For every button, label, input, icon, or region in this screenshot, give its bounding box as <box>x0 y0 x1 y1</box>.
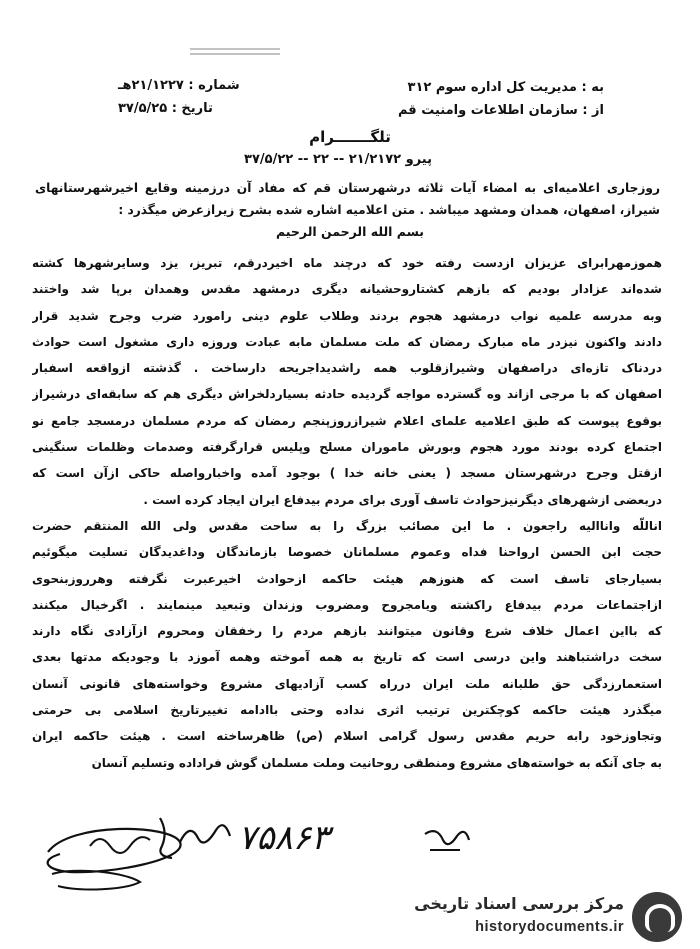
body-line: دادند واکنون نیزدر ماه مبارک رمضان که ملت مسلمان مابه عبادت وروزه داری مشغول است حوادث <box>32 334 662 349</box>
intro-paragraph: روزجاری اعلامیه‌ای به امضاء آیات ثلاثه درشهرستان قم که مفاد آن درزمینه وقایع اخیرشهرستانهای شیراز، اصفهان، همدان ومشهد میباشد . متن اعلامیه اشاره شده بشرح زیرازعرض میگذرد : <box>35 181 660 217</box>
basmala-heading: بسم الله الرحمن الرحیم <box>276 224 424 239</box>
watermark-title: مرکز بررسی اسناد تاریخی <box>414 894 624 913</box>
body-line: به جای آنکه به خواسته‌های مشروع ومنطقی روحانیت وملت مسلمان گوش فراداده وتسلیم آنسان <box>91 755 662 770</box>
document-center-logo-icon <box>632 892 682 942</box>
watermark-site: historydocuments.ir <box>475 919 624 935</box>
body-line: هموزمهرابرای عزیزان ازدست رفته خود که درچند ماه اخیردرقم، تبریز، یزد وسایرشهرها کشته <box>32 256 662 270</box>
body-line: وتجاوزخود رابه حریم مقدس رسول گرامی اسلام (ص) ظاهرساخته است . هیئت حاکمه ایران <box>32 729 662 744</box>
reference-line: پیرو ۲۱/۲۱۷۲ -- ۲۲ -- ۳۷/۵/۲۲ <box>244 152 432 167</box>
body-line: دردناک تازه‌ای دراصفهان وشیرازقلوب همه راشدیداجریحه دارساخت . گذشته ازواقعه اسفبار <box>32 361 662 376</box>
body-line: اناللّه واناالیه راجعون . ما این مصائب بزرگ را به ساحت مقدس ولی الله المنتقم حضرت <box>32 518 662 533</box>
body-line: دربعضی ازشهرهای دیگرنیزحوادث تاسف آوری برای مردم بیدفاع ایران ایجاد کرده است . <box>143 492 662 507</box>
watermark <box>410 892 682 944</box>
body-line: وبه مدرسه علمیه نواب درمشهد هجوم بردند وطلاب علوم دینی رامورد ضرب وجرح شدید قرار <box>32 308 662 323</box>
body-line: حجت ابن الحسن ارواحنا فداه وعموم مسلمانان خصوصا بازماندگان وداغدیدگان تسلیت میگوئیم <box>32 545 662 560</box>
body-line: ازقتل وجرح درشهرستان مسجد ( یعنی خانه خدا ) بوجود آمده واخبارواصله حاکی ازآن است که <box>32 466 662 481</box>
body-line: سخت دراشتباهند واین درسی است که تاریخ به همه آموخته وهمه آموزد با وجودیکه مدتها بعدی <box>32 650 662 665</box>
body-line: اصفهان که با مرجی ازاند وه گسترده مواجه گردیده حادثه بسیاردلخراش دیگری هم که سابقه‌ای درشیراز <box>32 387 662 402</box>
handwritten-number: ۷۵۸۶۳ <box>238 818 330 858</box>
sender-line: از : سازمان اطلاعات وامنیت قم <box>397 103 604 118</box>
document-date: تاریخ : ۳۷/۵/۲۵ <box>118 101 213 116</box>
document-title: تلگـــــــرام <box>309 128 391 146</box>
body-line: ازاجتماعات مردم بیدفاع راکشته ویامجروح ومضروب وزندان وتبعید مینمایند . اگرخیال میکنند <box>32 597 662 612</box>
body-line: بسیارجای تاسف است که هنوزهم هیئت حاکمه ازحوادث اخیرعبرت نگرفته وهرروزبنحوی <box>32 571 662 586</box>
document-number: شماره : ۲۱/۱۲۲۷هـ <box>118 78 240 93</box>
body-line: استعمارزدگی حق طلبانه ملت ایران درراه کسب آزادیهای مشروع وخواسته‌های قانونی آنسان <box>32 676 662 691</box>
body-line: که بااین اعمال خلاف شرع وقانون میتوانند بازهم مردم را رخفقان ومحروم ازآزادی نگاه دارند <box>32 624 662 639</box>
body-line: اجتماع کرده بودند مورد هجوم وبورش ماموران مسلح وپلیس قرارگرفته وصدمات وظلمات سنگینی <box>32 440 662 455</box>
declaration-body <box>32 250 662 776</box>
top-stamp-mark <box>190 45 280 59</box>
body-line: شده‌اند عزادار بودیم که بازهم کشتاروحشیانه دیگری درمشهد مقدس وهمدان برپا شد واختند <box>32 282 662 297</box>
body-line: میگذرد هیئت حاکمه کوچکترین ترتیب اثری نداده وحتی باادامه تغییرتاریخ اسلامی بی حرمتی <box>32 703 662 718</box>
body-line: بوقوع پیوست که طبق اعلامیه علمای اعلام شیرازروزپنجم رمضان که مردم مسلمان درمسجد جامع نو <box>32 413 662 428</box>
recipient-line: به : مدیریت کل اداره سوم ۳۱۲ <box>407 80 604 95</box>
